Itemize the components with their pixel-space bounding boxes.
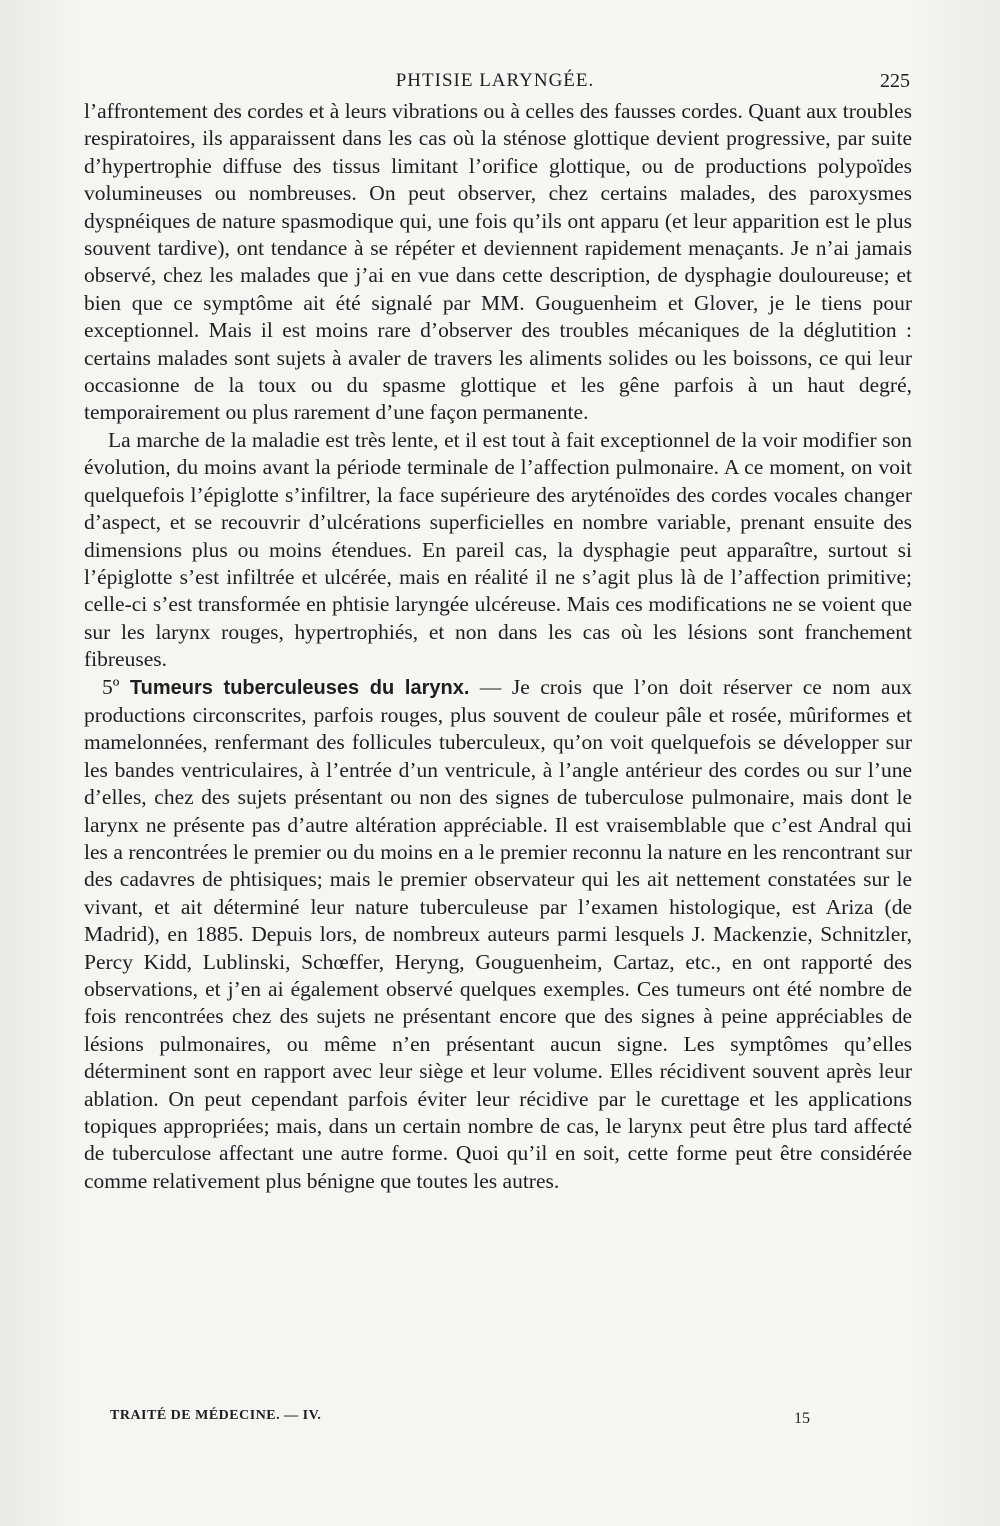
body-text — [84, 98, 912, 1195]
section-tumeurs — [84, 674, 912, 1196]
section-heading: Tumeurs tuberculeuses du larynx. — [129, 676, 470, 699]
section-text: — Je crois que l’on doit réserver ce nom aux productions circonscrites, parfois rouges, plus souvent de couleur pâle et rosée, mûriformes et mamelonnées, renfermant des follicules tuberculeux, qu’on voit quelquefois se développer sur les bandes ventriculaires, à l’entrée d’un ventricule, à l’angle antérieur des cordes ou sur l’une d’elles, chez des sujets présentant ou non des signes de tuberculose pulmonaire, mais dont le larynx ne présente pas d’autre altération appréciable. Il est vraisemblable que c’est Andral qui les a rencontrées le premier ou du moins en a le premier reconnu la nature en les rencontrant sur des cadavres de phtisiques; mais le premier observateur qui les ait nettement constatées sur le vivant, et ait déterminé leur nature tuberculeuse par l’examen histologique, est Ariza (de Madrid), en 1885. Depuis lors, de nombreux auteurs parmi lesquels J. Mackenzie, Schnitzler, Percy Kidd, Lublinski, Schœffer, Heryng, Gouguenheim, Cartaz, etc., en ont rapporté des observations, et j’en ai également observé quelques exemples. Ces tumeurs ont été nombre de fois rencontrées chez des sujets ne présentant encore que des signes à peine appréciables de lésions pulmonaires, ou même n’en présentant aucun signe. Les symptômes qu’elles déterminent sont en rapport avec leur siège et leur volume. Elles récidivent souvent après leur ablation. On peut cependant parfois éviter leur récidive par le curettage et les applications topiques appropriées; mais, dans un certain nombre de cas, le larynx peut être plus tard affecté de tuberculose affectant une autre forme. Quoi qu’il en soit, cette forme peut être considérée comme relativement plus bénigne que toutes les autres. — [84, 674, 913, 1193]
footer-signature-title: TRAITÉ DE MÉDECINE. — IV. — [110, 1408, 322, 1423]
page-number: 225 — [880, 70, 910, 92]
page-footer — [110, 1408, 810, 1432]
running-title: PHTISIE LARYNGÉE. — [395, 70, 595, 91]
paragraph-continuation: l’affrontement des cordes et à leurs vibrations ou à celles des fausses cordes. Quant aux troubles respiratoires, ils apparaissent dans les cas où la sténose glottique devient progressive, par suite d’hypertrophie diffuse des tissus limitant l’orifice glottique, ou de productions polypoïdes volumineuses ou nombreuses. On peut observer, chez certains malades, des paroxysmes dyspnéiques de nature spasmodique qui, une fois qu’ils ont apparu (et leur apparition est le plus souvent tardive), ont tendance à se répéter et deviennent rapidement menaçants. Je n’ai jamais observé, chez les malades que j’ai en vue dans cette description, de dysphagie douloureuse; et bien que ce symptôme ait été signalé par MM. Gouguenheim et Glover, je le tiens pour exceptionnel. Mais il est moins rare d’observer des troubles mécaniques de la déglutition : certains malades sont sujets à avaler de travers les aliments solides ou les boissons, ce qui leur occasionne de la toux ou du spasme glottique et les gêne parfois à un haut degré, temporairement ou plus rarement d’une façon permanente. — [84, 99, 912, 425]
footer-signature-number: 15 — [794, 1410, 810, 1427]
paragraph-course-of-disease: La marche de la maladie est très lente, et il est tout à fait exceptionnel de la voir modifier son évolution, du moins avant la période terminale de l’affection pulmonaire. A ce moment, on voit quelquefois l’épiglotte s’infiltrer, la face supérieure des aryténoïdes des cordes vocales changer d’aspect, et se recouvrir d’ulcérations superficielles en nombre variable, prenant ensuite des dimensions plus ou moins étendues. En pareil cas, la dysphagie peut apparaître, surtout si l’épiglotte s’est infiltrée et ulcérée, mais en réalité il ne s’agit plus là de l’affection primitive; celle-ci s’est transformée en phtisie laryngée ulcéreuse. Mais ces modifications ne se voient que sur les larynx rouges, hypertrophiés, et non dans les cas où les lésions sont franchement fibreuses. — [84, 427, 912, 672]
section-number: 5º — [102, 674, 120, 699]
running-head — [80, 70, 910, 100]
